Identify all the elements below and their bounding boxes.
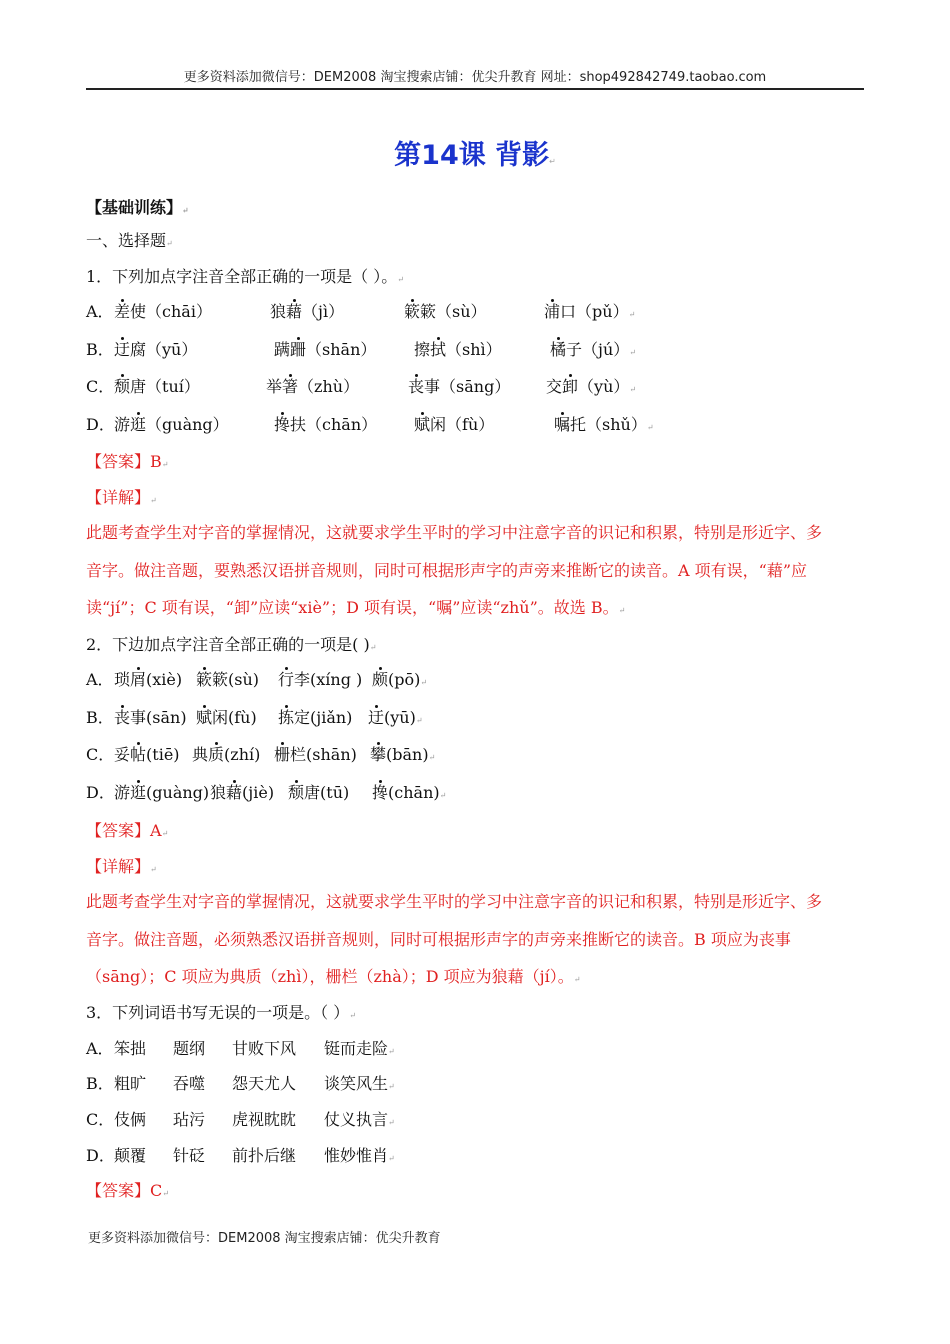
q3-b-word-3: 怨天尤人 bbox=[232, 1074, 297, 1093]
q2-a-item-3: 行李(xíng ) bbox=[278, 670, 363, 689]
q1-explanation-line-2: 音字。做注音题，要熟悉汉语拼音规则，同时可根据形声字的声旁来推断它的读音。A 项有误，“藉”应 bbox=[86, 561, 808, 580]
q2-b-item-2: 赋闲(fù) bbox=[196, 708, 257, 727]
q1-d-item-2: 搀扶（chān） bbox=[274, 415, 378, 434]
q3-c-word-4: 仗义执言↵ bbox=[324, 1110, 395, 1129]
q3-d-word-1: 颠覆 bbox=[114, 1146, 147, 1165]
q1-b-item-4: 橘子（jú）↵ bbox=[550, 340, 636, 359]
q3-d-word-2: 针砭 bbox=[173, 1146, 206, 1165]
q2-d-item-4: 搀(chān)↵ bbox=[372, 783, 447, 802]
q3-option-d: D． 颠覆 针砭 前扑后继 惟妙惟肖↵ bbox=[86, 1145, 115, 1167]
q1-option-b: B． 迂腐（yū） 蹒跚（shān） 擦拭（shì） 橘子（jú）↵ bbox=[86, 339, 114, 361]
q3-answer: 【答案】C↵ bbox=[86, 1181, 169, 1200]
q2-b-item-4: 迂(yū)↵ bbox=[368, 708, 423, 727]
page-title: 第14课 背影↵ bbox=[394, 140, 556, 171]
q2-c-item-1: 妥帖(tiē) bbox=[114, 745, 180, 764]
q2-option-b: B． 丧事(sān) 赋闲(fù) 拣定(jiǎn) 迂(yū)↵ bbox=[86, 707, 114, 729]
question-1-stem: 1．下列加点字注音全部正确的一项是（ ）。↵ bbox=[86, 267, 404, 286]
q2-explanation-line-1: 此题考查学生对字音的掌握情况，这就要求学生平时的学习中注意字音的识记和积累，特别是形近字、多 bbox=[86, 892, 823, 911]
q1-b-item-2: 蹒跚（shān） bbox=[274, 340, 377, 359]
q3-c-word-2: 玷污 bbox=[173, 1110, 206, 1129]
q3-a-word-4: 铤而走险↵ bbox=[324, 1039, 395, 1058]
q1-a-item-1: 差使（chāi） bbox=[114, 302, 212, 321]
q2-option-a: A． 琐屑(xiè) 簌簌(sù) 行李(xíng ) 颇(pō)↵ bbox=[86, 669, 114, 691]
q2-explanation-line-3: （sāng）；C 项应为典质（zhì），栅栏（zhà）；D 项应为狼藉（jí）。↵ bbox=[86, 967, 581, 986]
q3-c-word-1: 伎俩 bbox=[114, 1110, 147, 1129]
q2-a-item-1: 琐屑(xiè) bbox=[114, 670, 183, 689]
q2-b-item-1: 丧事(sān) bbox=[114, 708, 187, 727]
q1-d-item-3: 赋闲（fù） bbox=[414, 415, 495, 434]
q2-explain-label: 【详解】↵ bbox=[86, 857, 157, 876]
q3-a-word-3: 甘败下风 bbox=[232, 1039, 297, 1058]
q1-b-item-3: 擦拭（shì） bbox=[414, 340, 502, 359]
q1-option-d: D． 游逛（guàng） 搀扶（chān） 赋闲（fù） 嘱托（shǔ）↵ bbox=[86, 414, 115, 436]
q2-option-d: D． 游逛(guàng) 狼藉(jiè) 颓唐(tū) 搀(chān)↵ bbox=[86, 782, 115, 804]
subsection-title: 一、选择题↵ bbox=[86, 231, 173, 250]
q2-c-item-2: 典质(zhí) bbox=[192, 745, 261, 764]
q3-b-word-2: 吞噬 bbox=[173, 1074, 206, 1093]
q1-a-item-3: 簌簌（sù） bbox=[404, 302, 487, 321]
q1-c-item-3: 丧事（sāng） bbox=[408, 377, 511, 396]
q2-a-item-2: 簌簌(sù) bbox=[196, 670, 260, 689]
q2-explanation-line-2: 音字。做注音题，必须熟悉汉语拼音规则，同时可根据形声字的声旁来推断它的读音。B 项应为丧事 bbox=[86, 930, 791, 949]
q3-d-word-4: 惟妙惟肖↵ bbox=[324, 1146, 395, 1165]
question-3-stem: 3．下列词语书写无误的一项是。（ ）↵ bbox=[86, 1003, 356, 1022]
q3-option-c: C． 伎俩 玷污 虎视眈眈 仗义执言↵ bbox=[86, 1109, 114, 1131]
q2-answer: 【答案】A↵ bbox=[86, 821, 169, 840]
q2-option-c: C． 妥帖(tiē) 典质(zhí) 栅栏(shān) 攀(bān)↵ bbox=[86, 744, 114, 766]
q2-d-item-3: 颓唐(tū) bbox=[288, 783, 350, 802]
q1-b-item-1: 迂腐（yū） bbox=[114, 340, 198, 359]
q1-c-item-4: 交卸（yù）↵ bbox=[546, 377, 637, 396]
q3-d-word-3: 前扑后继 bbox=[232, 1146, 297, 1165]
q1-a-item-2: 狼藉（jì） bbox=[270, 302, 345, 321]
q1-explain-label: 【详解】↵ bbox=[86, 488, 157, 507]
q2-c-item-3: 栅栏(shān) bbox=[274, 745, 357, 764]
q2-a-item-4: 颇(pō)↵ bbox=[372, 670, 428, 689]
q1-d-item-1: 游逛（guàng） bbox=[114, 415, 229, 434]
q1-c-item-1: 颓唐（tuí） bbox=[114, 377, 200, 396]
q3-b-word-1: 粗旷 bbox=[114, 1074, 147, 1093]
q3-option-a: A． 笨拙 题纲 甘败下风 铤而走险↵ bbox=[86, 1038, 114, 1060]
q1-c-item-2: 举箸（zhù） bbox=[266, 377, 360, 396]
q1-a-item-4: 浦口（pǔ）↵ bbox=[544, 302, 636, 321]
q1-d-item-4: 嘱托（shǔ）↵ bbox=[554, 415, 654, 434]
q3-a-word-2: 题纲 bbox=[173, 1039, 206, 1058]
q3-option-b: B． 粗旷 吞噬 怨天尤人 谈笑风生↵ bbox=[86, 1073, 114, 1095]
q2-b-item-3: 拣定(jiǎn) bbox=[278, 708, 353, 727]
q2-c-item-4: 攀(bān)↵ bbox=[370, 745, 436, 764]
q3-a-word-1: 笨拙 bbox=[114, 1039, 147, 1058]
q1-explanation-line-3: 读“jí”；C 项有误，“卸”应读“xiè”；D 项有误，“嘱”应读“zhǔ”。故选 B。↵ bbox=[86, 598, 626, 617]
q3-c-word-3: 虎视眈眈 bbox=[232, 1110, 297, 1129]
page-header: 更多资料添加微信号：DEM2008 淘宝搜索店铺：优尖升教育 网址：shop492842749.taobao.com bbox=[86, 66, 864, 90]
q2-d-item-2: 狼藉(jiè) bbox=[210, 783, 275, 802]
page-footer: 更多资料添加微信号：DEM2008 淘宝搜索店铺：优尖升教育 bbox=[88, 1231, 441, 1246]
question-2-stem: 2．下边加点字注音全部正确的一项是( )↵ bbox=[86, 635, 377, 654]
q1-answer: 【答案】B↵ bbox=[86, 452, 169, 471]
q1-option-a: A． 差使（chāi） 狼藉（jì） 簌簌（sù） 浦口（pǔ）↵ bbox=[86, 301, 114, 323]
q1-option-c: C． 颓唐（tuí） 举箸（zhù） 丧事（sāng） 交卸（yù）↵ bbox=[86, 376, 114, 398]
q3-b-word-4: 谈笑风生↵ bbox=[324, 1074, 395, 1093]
q1-explanation-line-1: 此题考查学生对字音的掌握情况，这就要求学生平时的学习中注意字音的识记和积累，特别是形近字、多 bbox=[86, 523, 823, 542]
section-label: 【基础训练】↵ bbox=[86, 198, 189, 217]
q2-d-item-1: 游逛(guàng) bbox=[114, 783, 210, 802]
